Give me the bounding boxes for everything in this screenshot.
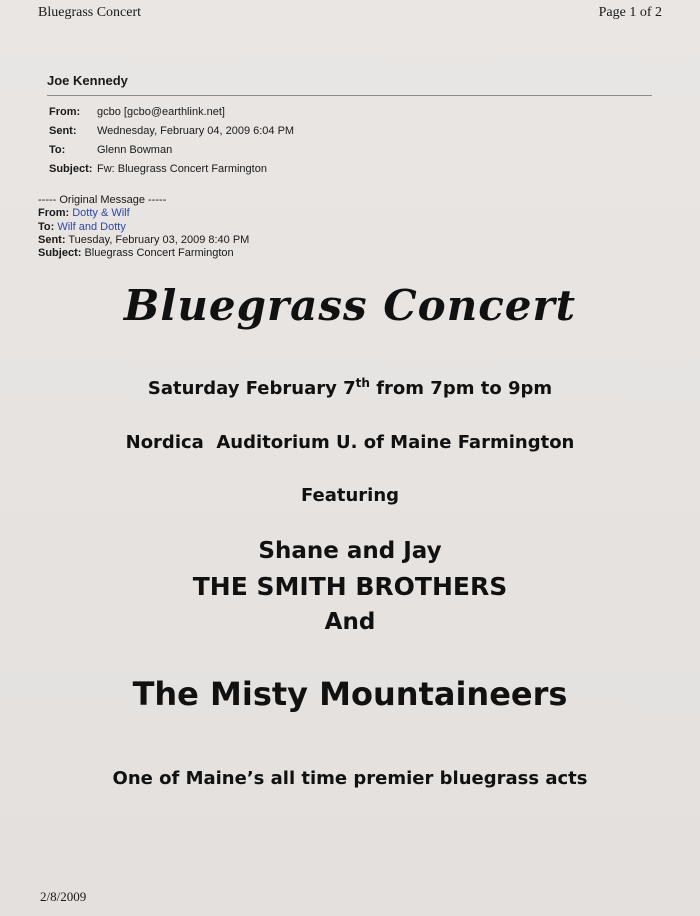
flyer-title: Bluegrass Concert [123,281,577,330]
email-header-value: Fw: Bluegrass Concert Farmington [97,163,267,175]
flyer-act1-band: THE SMITH BROTHERS [192,572,508,601]
flyer-date-main: Saturday February 7 [147,378,356,399]
original-sent-row [38,234,249,247]
email-header-from [49,106,225,118]
original-to-label: To: [38,220,55,233]
email-header-label: Subject: [49,163,93,175]
original-to-row [38,221,249,234]
print-footer-date: 2/8/2009 [40,889,87,904]
flyer-act2-band: The Misty Mountaineers [132,675,568,713]
original-to-link[interactable]: Wilf and Dotty [57,220,126,233]
original-sent-value: Tuesday, February 03, 2009 8:40 PM [68,233,250,246]
flyer-featuring: Featuring [300,485,400,506]
original-sent-label: Sent: [38,233,66,246]
original-message-divider: ----- Original Message ----- [38,194,167,206]
original-subject-value: Bluegrass Concert Farmington [84,247,234,260]
original-subject-row [38,247,249,260]
original-from-label: From: [38,207,70,220]
email-header-to [49,144,172,156]
original-message-block [38,194,249,260]
flyer-and: And [324,609,376,635]
original-subject-label: Subject: [38,247,82,260]
email-header-value: Wednesday, February 04, 2009 6:04 PM [97,125,295,137]
header-divider [47,95,652,96]
flyer-date-ordinal: th [355,376,370,390]
original-from-link[interactable]: Dotty & Wilf [72,207,130,220]
email-header-sent [49,125,294,137]
email-header-value: Glenn Bowman [97,144,173,156]
sender-name: Joe Kennedy [47,73,128,88]
email-header-label: From: [49,106,81,118]
flyer-tagline: One of Maine’s all time premier bluegrass acts [112,768,588,789]
email-header-label: Sent: [49,125,77,137]
email-header-value: gcbo [gcbo@earthlink.net] [97,106,225,118]
flyer-act1-names: Shane and Jay [258,538,442,564]
flyer-venue: Nordica Auditorium U. of Maine Farmington [125,432,575,453]
original-from-row [38,207,249,220]
email-header-subject [49,163,267,175]
flyer-date-time: from 7pm to 9pm [369,378,553,399]
flyer-date [0,378,700,399]
print-page-number: Page 1 of 2 [598,5,662,20]
email-header-label: To: [49,144,66,156]
print-header-title: Bluegrass Concert [38,5,142,20]
